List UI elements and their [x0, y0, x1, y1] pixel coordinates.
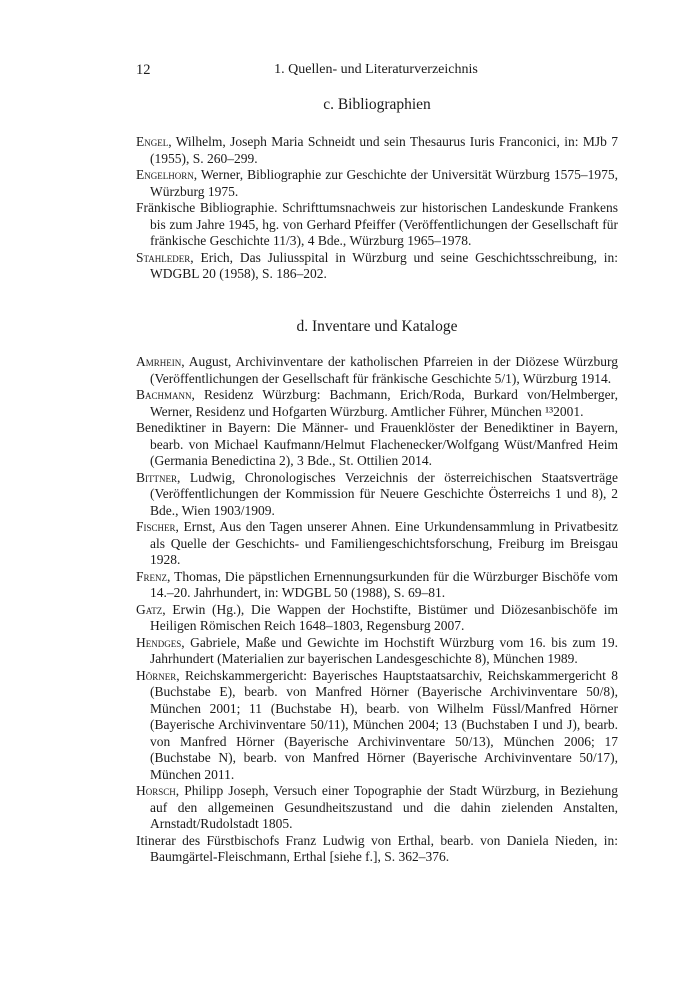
entry-text: , Ernst, Aus den Tagen unserer Ahnen. Eine Urkundensammlung in Privatbesitz als Quelle der Geschichts- und Familiengeschichtsforschung, Freiburg im Breisgau 1928.: [150, 519, 618, 567]
list-item: [136, 668, 618, 784]
entry-author: Hendges: [136, 634, 182, 650]
list-item: [136, 134, 618, 167]
entry-text: , Reichskammergericht: Bayerisches Hauptstaatsarchiv, Reichskammergericht 8 (Buchstabe E), bearb. von Manfred Hörner (Bayerische Archivinventare 50/8), München 2001; 11 (Buchstabe H), bearb. von Wilhelm Füssl/Manfred Hörner (Bayerische Archivinventare 50/11), München 2004; 13 (Buchstaben I und J), bearb. von Manfred Hörner (Bayerische Archivinventare 50/13), München 2006; 17 (Buchstabe N), bearb. von Manfred Hörner (Bayerische Archivinventare 50/17), München 2011.: [150, 667, 618, 782]
entry-author: Stahleder: [136, 249, 191, 265]
list-item: [136, 354, 618, 387]
list-item: [136, 569, 618, 602]
entry-text: Itinerar des Fürstbischofs Franz Ludwig von Erthal, bearb. von Daniela Nieden, in: Baumgärtel-Fleischmann, Erthal [siehe f.], S. 362–376.: [136, 832, 618, 864]
list-item: [136, 519, 618, 569]
list-item: [136, 833, 618, 866]
inventory-list: [136, 354, 618, 866]
entry-author: Engel: [136, 134, 169, 149]
list-item: [136, 420, 618, 470]
running-header: 1. Quellen- und Literaturverzeichnis: [274, 62, 478, 77]
entry-text: , August, Archivinventare der katholischen Pfarreien in der Diözese Würzburg (Veröffentlichungen der Gesellschaft für fränkische Geschichte 5/1), Würzburg 1914.: [150, 354, 618, 386]
list-item: [136, 783, 618, 833]
entry-author: Amrhein: [136, 354, 182, 369]
list-item: [136, 635, 618, 668]
list-item: [136, 250, 618, 283]
list-item: [136, 470, 618, 520]
entry-text: Fränkische Bibliographie. Schrifttumsnachweis zur historischen Landeskunde Frankens bis zum Jahre 1945, hg. von Gerhard Pfeiffer (Veröffentlichungen der Gesellschaft für fränkische Geschichte 11/3), 4 Bde., Würzburg 1965–1978.: [136, 200, 618, 248]
section-title-inventare: d. Inventare und Kataloge: [296, 318, 458, 335]
bibliography-list: [136, 134, 618, 283]
list-item: [136, 167, 618, 200]
page-number: 12: [136, 62, 151, 78]
entry-author: Frenz: [136, 568, 168, 584]
entry-author: Gatz: [136, 601, 163, 617]
entry-author: Bittner: [136, 469, 177, 485]
section-title-bibliographien: c. Bibliographien: [323, 96, 431, 113]
entry-text: Benediktiner in Bayern: Die Männer- und Frauenklöster der Benediktiner in Bayern, bearb. von Michael Kaufmann/Helmut Flachenecker/Wolfgang Wüst/Manfred Heim (Germania Benedictina 2), 3 Bde., St. Ottilien 2014.: [136, 420, 618, 468]
entry-text: , Thomas, Die päpstlichen Ernennungsurkunden für die Würzburger Bischöfe vom 14.–20. Jahrhundert, in: WDGBL 50 (1988), S. 69–81.: [150, 568, 618, 600]
entry-text: , Erwin (Hg.), Die Wappen der Hochstifte, Bistümer und Diözesanbischöfe im Heiligen Römischen Reich 1648–1803, Regensburg 2007.: [150, 601, 618, 633]
entry-text: , Wilhelm, Joseph Maria Schneidt und sein Thesaurus Iuris Franconici, in: MJb 7 (1955), S. 260–299.: [150, 134, 618, 166]
entry-text: , Erich, Das Juliusspital in Würzburg und seine Geschichtsschreibung, in: WDGBL 20 (1958), S. 186–202.: [150, 249, 618, 281]
list-item: [136, 387, 618, 420]
entry-author: Horsch: [136, 783, 176, 798]
entry-text: , Philipp Joseph, Versuch einer Topographie der Stadt Würzburg, in Beziehung auf den allgemeinen Gesundheitszustand und die dahin zielenden Anstalten, Arnstadt/Rudolstadt 1805.: [150, 783, 618, 831]
entry-author: Bachmann: [136, 387, 192, 402]
entry-text: , Ludwig, Chronologisches Verzeichnis der österreichischen Staatsverträge (Veröffentlichungen der Kommission für Neuere Geschichte Österreichs 1 und 8), 2 Bde., Wien 1903/1909.: [150, 469, 618, 518]
list-item: [136, 602, 618, 635]
entry-author: Hörner: [136, 667, 177, 683]
list-item: [136, 200, 618, 250]
entry-author: Engelhorn: [136, 167, 194, 182]
entry-text: , Werner, Bibliographie zur Geschichte der Universität Würzburg 1575–1975, Würzburg 1975.: [150, 167, 618, 199]
entry-author: Fischer: [136, 519, 176, 534]
entry-text: , Gabriele, Maße und Gewichte im Hochstift Würzburg vom 16. bis zum 19. Jahrhundert (Materialien zur bayerischen Landesgeschichte 8), München 1989.: [150, 634, 618, 666]
entry-text: , Residenz Würzburg: Bachmann, Erich/Roda, Burkard von/Helmberger, Werner, Residenz und Hofgarten Würzburg. Amtlicher Führer, München ¹³2001.: [150, 387, 618, 419]
